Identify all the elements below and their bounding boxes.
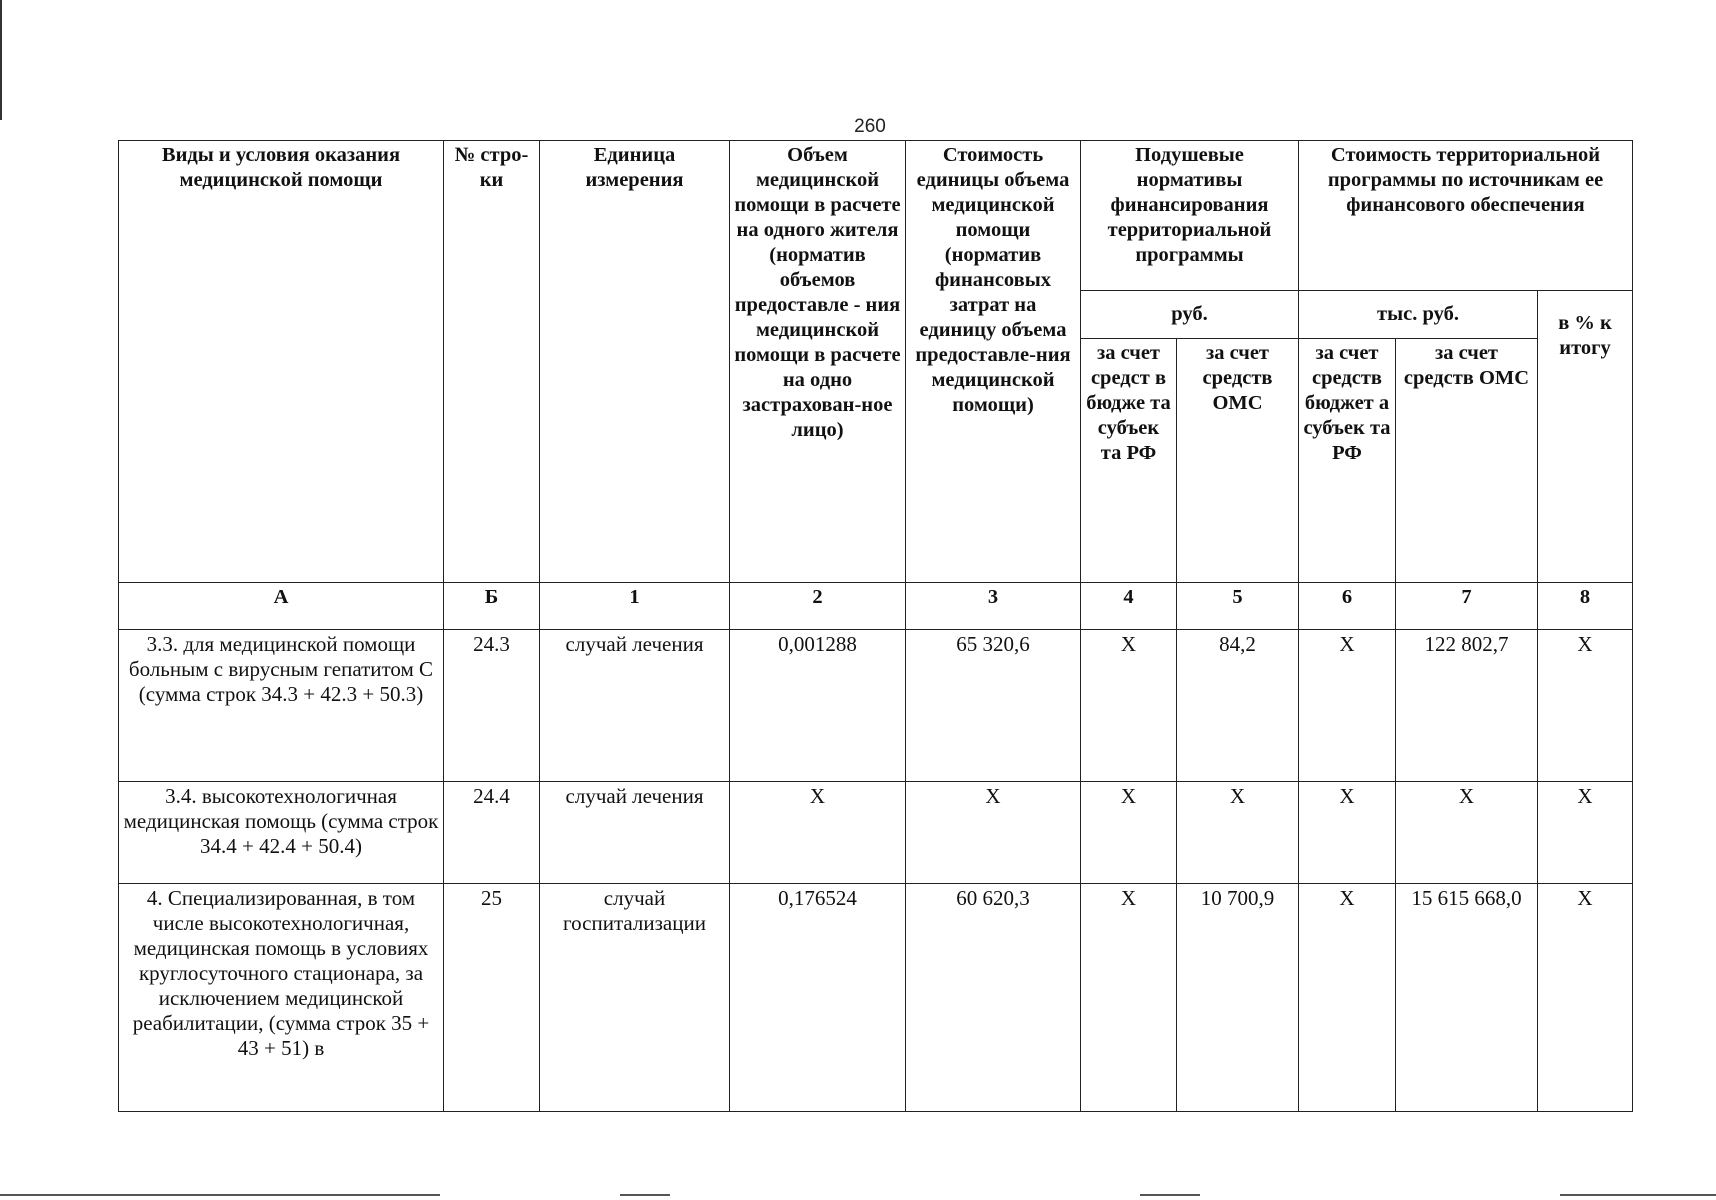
- header-unit-thousand-rub: тыс. руб.: [1299, 291, 1538, 339]
- header-per-capita-group: Подушевые нормативы финансирования территориальной программы: [1081, 141, 1299, 291]
- row-volume: 0,001288: [730, 630, 906, 782]
- table-row: [119, 884, 1633, 1112]
- header-percent-of-total: в % к итогу: [1538, 291, 1633, 583]
- row-percent: Х: [1538, 630, 1633, 782]
- column-index: Б: [444, 583, 540, 630]
- column-index: 1: [540, 583, 730, 630]
- row-per-capita-budget: Х: [1081, 630, 1177, 782]
- column-index: 4: [1081, 583, 1177, 630]
- header-unit-cost: Стоимость единицы объема медицинской помощи (норматив финансовых затрат на единицу объема предоставле-ния медицинской помощи): [906, 141, 1081, 583]
- row-volume: Х: [730, 782, 906, 884]
- row-per-capita-oms: 84,2: [1177, 630, 1299, 782]
- row-volume: 0,176524: [730, 884, 906, 1112]
- row-unit: случай лечения: [540, 782, 730, 884]
- header-program-cost-group: Стоимость территориальной программы по источникам ее финансового обеспечения: [1299, 141, 1633, 291]
- row-cost-oms: 122 802,7: [1396, 630, 1538, 782]
- scan-artifact-line: [1140, 1194, 1200, 1196]
- row-per-capita-budget: Х: [1081, 884, 1177, 1112]
- row-care-type: 4. Специализированная, в том числе высокотехнологичная, медицинская помощь в условиях круглосуточного стационара, за исключением медицинской реабилитации, (сумма строк 35 + 43 + 51) в: [119, 884, 444, 1112]
- row-per-capita-budget: Х: [1081, 782, 1177, 884]
- scan-artifact-line: [0, 1194, 440, 1196]
- row-line-number: 24.3: [444, 630, 540, 782]
- header-line-number: № стро-ки: [444, 141, 540, 583]
- table-row: [119, 782, 1633, 884]
- row-unit: случай лечения: [540, 630, 730, 782]
- row-unit-cost: 60 620,3: [906, 884, 1081, 1112]
- row-cost-oms: Х: [1396, 782, 1538, 884]
- column-index: 3: [906, 583, 1081, 630]
- financing-table: [118, 140, 1633, 1112]
- row-unit: случай госпитализации: [540, 884, 730, 1112]
- column-index: 6: [1299, 583, 1396, 630]
- row-percent: Х: [1538, 884, 1633, 1112]
- row-cost-budget: Х: [1299, 630, 1396, 782]
- column-index: А: [119, 583, 444, 630]
- table-row: [119, 630, 1633, 782]
- row-unit-cost: Х: [906, 782, 1081, 884]
- row-unit-cost: 65 320,6: [906, 630, 1081, 782]
- header-cost-budget: за счет средств бюджет а субъек та РФ: [1299, 339, 1396, 583]
- scan-edge-line: [0, 0, 2, 120]
- row-care-type: 3.4. высокотехнологичная медицинская помощь (сумма строк 34.4 + 42.4 + 50.4): [119, 782, 444, 884]
- header-care-type: Виды и условия оказания медицинской помощи: [119, 141, 444, 583]
- header-unit: Единица измерения: [540, 141, 730, 583]
- row-per-capita-oms: Х: [1177, 782, 1299, 884]
- column-index: 7: [1396, 583, 1538, 630]
- header-per-capita-budget: за счет средст в бюдже та субъек та РФ: [1081, 339, 1177, 583]
- row-percent: Х: [1538, 782, 1633, 884]
- row-cost-budget: Х: [1299, 782, 1396, 884]
- scan-artifact-line: [1560, 1194, 1716, 1196]
- scan-artifact-line: [620, 1194, 670, 1196]
- column-index-row: [119, 583, 1633, 630]
- row-cost-oms: 15 615 668,0: [1396, 884, 1538, 1112]
- header-cost-oms: за счет средств ОМС: [1396, 339, 1538, 583]
- row-line-number: 25: [444, 884, 540, 1112]
- column-index: 5: [1177, 583, 1299, 630]
- header-volume: Объем медицинской помощи в расчете на одного жителя (норматив объемов предоставле - ния медицинской помощи в расчете на одно застрахован-ное лицо): [730, 141, 906, 583]
- row-cost-budget: Х: [1299, 884, 1396, 1112]
- header-per-capita-oms: за счет средств ОМС: [1177, 339, 1299, 583]
- header-unit-rub: руб.: [1081, 291, 1299, 339]
- row-line-number: 24.4: [444, 782, 540, 884]
- row-per-capita-oms: 10 700,9: [1177, 884, 1299, 1112]
- page-number: 260: [854, 116, 886, 137]
- column-index: 8: [1538, 583, 1633, 630]
- row-care-type: 3.3. для медицинской помощи больным с вирусным гепатитом С (сумма строк 34.3 + 42.3 + 50.3): [119, 630, 444, 782]
- column-index: 2: [730, 583, 906, 630]
